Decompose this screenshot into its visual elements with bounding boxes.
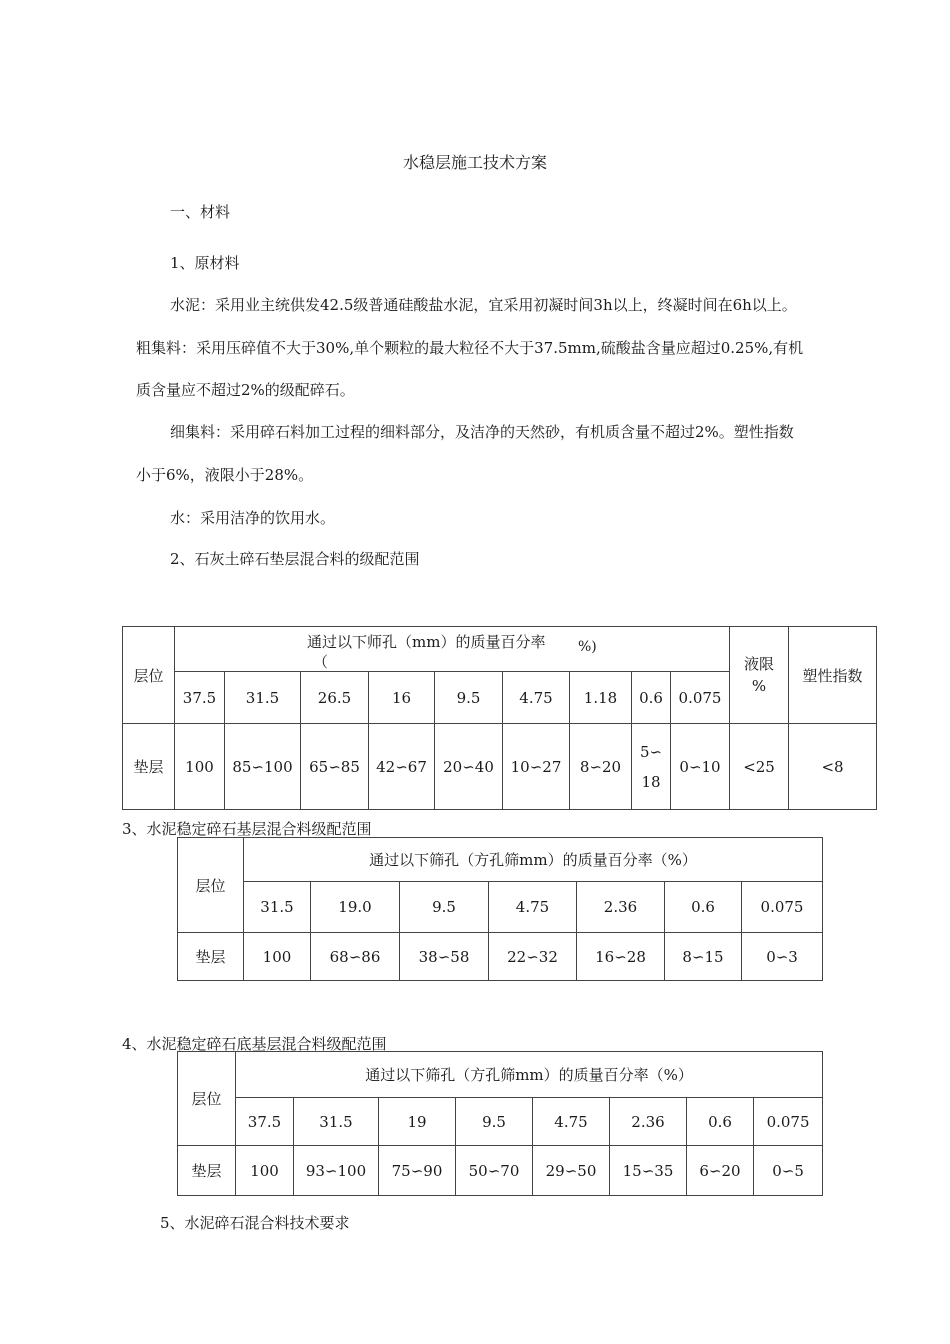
table-cell: 22∽32 [489, 933, 577, 981]
table-cell: 75∽90 [379, 1146, 456, 1196]
table-cell: 100 [175, 724, 225, 810]
table-cell: 15∽35 [610, 1146, 687, 1196]
document-title: 水稳层施工技术方案 [402, 153, 547, 172]
paragraph-water: 水：采用洁净的饮用水。 [170, 509, 336, 527]
table-cell: 65∽85 [301, 724, 369, 810]
table-cell-stacked-bottom: 18 [641, 772, 661, 791]
table-cell: 85∽100 [225, 724, 301, 810]
sieve-size: 19.0 [311, 882, 400, 933]
header-liquid-limit [730, 627, 789, 724]
sieve-size: 31.5 [244, 882, 311, 933]
header-percent: %) [578, 639, 597, 655]
table-cell: 0∽3 [742, 933, 823, 981]
table-cell: 100 [236, 1146, 294, 1196]
sieve-size: 2.36 [610, 1098, 687, 1146]
header-passing-rate: 通过以下筛孔（方孔筛mm）的质量百分率（%） [244, 838, 823, 882]
table-cell: 42∽67 [369, 724, 435, 810]
sieve-size: 26.5 [301, 672, 369, 724]
table-cell: 38∽58 [400, 933, 489, 981]
sieve-size: 4.75 [503, 672, 570, 724]
sieve-size: 0.075 [754, 1098, 823, 1146]
sieve-size: 0.6 [632, 672, 671, 724]
header-layer: 层位 [123, 627, 175, 724]
row-label: 垫层 [178, 933, 244, 981]
sieve-size: 31.5 [294, 1098, 379, 1146]
header-layer: 层位 [178, 838, 244, 933]
table-cell: 68∽86 [311, 933, 400, 981]
sieve-size: 31.5 [225, 672, 301, 724]
paragraph-coarse-aggregate-line2: 质含量应不超过2%的级配碎石。 [136, 381, 355, 399]
gradation-table-cushion [122, 626, 877, 810]
sieve-size: 9.5 [400, 882, 489, 933]
sieve-size: 4.75 [489, 882, 577, 933]
paragraph-fine-aggregate-line2: 小于6%，液限小于28%。 [136, 466, 314, 484]
paragraph-coarse-aggregate-line1: 粗集料：采用压碎值不大于30%,单个颗粒的最大粒径不大于37.5mm,硫酸盐含量应超过0.25%,有机 [136, 339, 804, 357]
header-plastic-index: 塑性指数 [789, 627, 877, 724]
sieve-size: 0.075 [671, 672, 730, 724]
table-cell-plastic-index: <8 [789, 724, 877, 810]
paragraph-fine-aggregate-line1: 细集料：采用碎石料加工过程的细料部分，及洁净的天然砂，有机质含量不超过2%。塑性指数 [170, 423, 794, 441]
gradation-table-subbase [177, 1051, 823, 1196]
subheading-cement-subbase-gradation: 4、水泥稳定碎石底基层混合料级配范围 [122, 1035, 387, 1053]
table-cell-stacked [632, 724, 671, 810]
table-cell: 93∽100 [294, 1146, 379, 1196]
sieve-size: 19 [379, 1098, 456, 1146]
sieve-size: 9.5 [435, 672, 503, 724]
paragraph-cement: 水泥：采用业主统供发42.5级普通硅酸盐水泥，宜采用初凝时间3h以上，终凝时间在6h以上。 [170, 296, 797, 314]
header-paren: （ [313, 653, 329, 671]
row-label: 垫层 [178, 1146, 236, 1196]
table-cell-stacked-top: 5∽ [639, 742, 663, 761]
table-cell-liquid-limit: <25 [730, 724, 789, 810]
header-passing-rate-text: 通过以下师孔（mm）的质量百分率 [307, 633, 546, 651]
table-cell: 0∽10 [671, 724, 730, 810]
sieve-size: 16 [369, 672, 435, 724]
header-layer: 层位 [178, 1052, 236, 1146]
subheading-cement-base-gradation: 3、水泥稳定碎石基层混合料级配范围 [122, 820, 372, 838]
sieve-size: 37.5 [236, 1098, 294, 1146]
sieve-size: 2.36 [577, 882, 665, 933]
sieve-size: 0.6 [687, 1098, 754, 1146]
sieve-size: 9.5 [456, 1098, 533, 1146]
table-cell: 100 [244, 933, 311, 981]
sieve-size: 1.18 [570, 672, 632, 724]
header-passing-rate [175, 627, 730, 672]
subheading-technical-requirements: 5、水泥碎石混合料技术要求 [160, 1214, 350, 1232]
header-liquid-limit-label: 液限 [744, 655, 775, 673]
header-liquid-limit-unit: % [751, 677, 767, 695]
table-cell: 0∽5 [754, 1146, 823, 1196]
table-cell: 8∽20 [570, 724, 632, 810]
header-passing-rate: 通过以下筛孔（方孔筛mm）的质量百分率（%） [236, 1052, 823, 1098]
table-cell: 50∽70 [456, 1146, 533, 1196]
table-cell: 6∽20 [687, 1146, 754, 1196]
sieve-size: 0.075 [742, 882, 823, 933]
sieve-size: 4.75 [533, 1098, 610, 1146]
subheading-raw-materials: 1、原材料 [170, 254, 240, 272]
gradation-table-base [177, 837, 823, 981]
section-heading-materials: 一、材料 [170, 203, 231, 221]
table-cell: 10∽27 [503, 724, 570, 810]
subheading-lime-soil-gradation: 2、石灰土碎石垫层混合料的级配范围 [170, 550, 420, 568]
row-label: 垫层 [123, 724, 175, 810]
sieve-size: 37.5 [175, 672, 225, 724]
table-cell: 16∽28 [577, 933, 665, 981]
table-cell: 20∽40 [435, 724, 503, 810]
table-cell: 29∽50 [533, 1146, 610, 1196]
table-cell: 8∽15 [665, 933, 742, 981]
sieve-size: 0.6 [665, 882, 742, 933]
